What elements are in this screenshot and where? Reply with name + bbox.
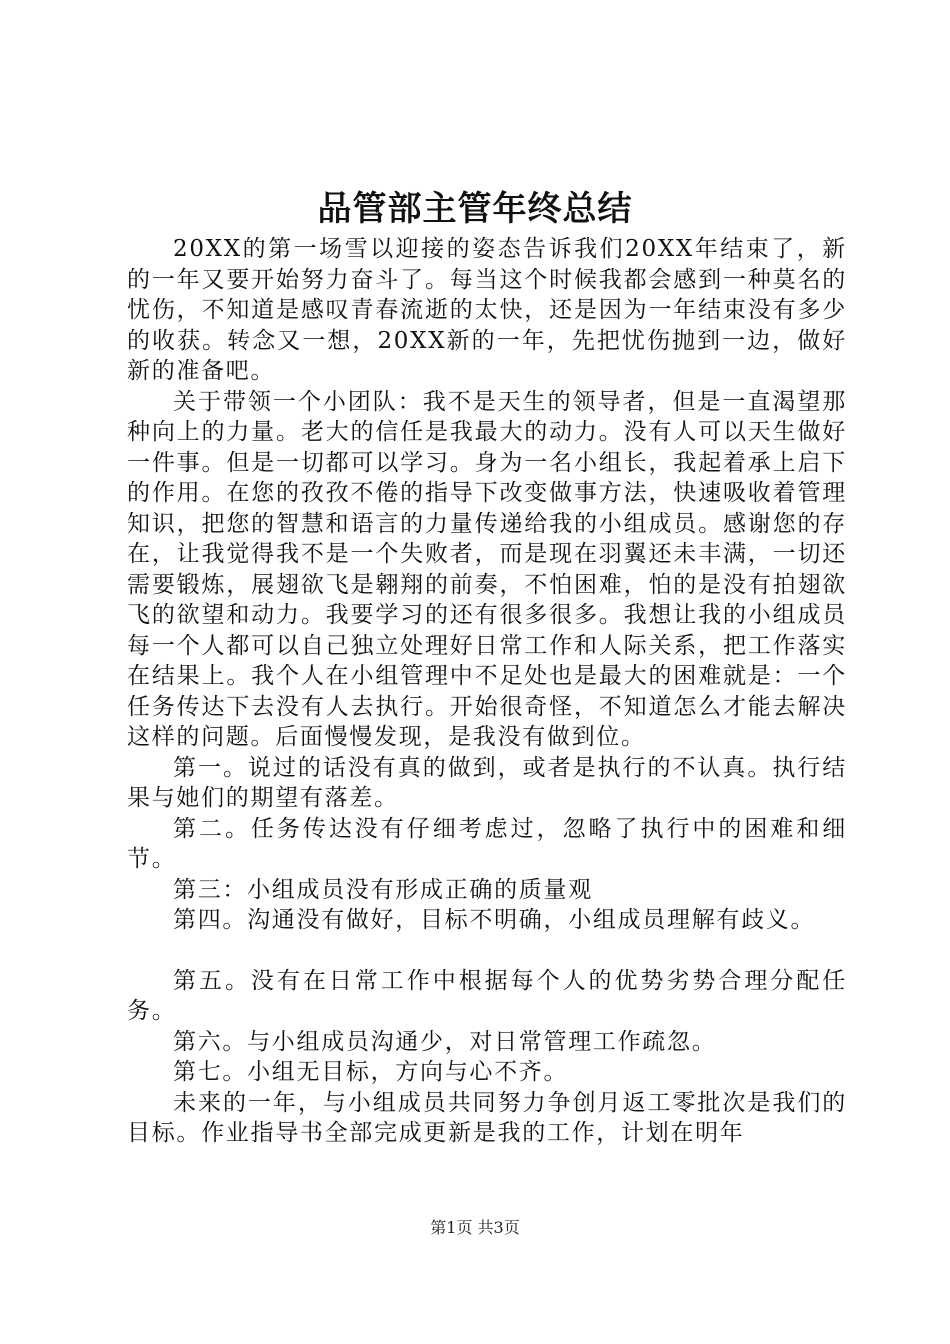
paragraph-point-4: 第四。沟通没有做好，目标不明确，小组成员理解有歧义。: [173, 907, 816, 933]
paragraph-point-6: 第六。与小组成员沟通少，对日常管理工作疏忽。: [173, 1028, 717, 1055]
paragraph-point-3: 第三：小组成员没有形成正确的质量观: [173, 876, 593, 903]
document-body: [127, 234, 847, 1149]
page-footer: 第1页 共3页: [430, 1218, 520, 1237]
document-title: 品管部主管年终总结: [317, 189, 633, 229]
paragraph-intro: 20XX的第一场雪以迎接的姿态告诉我们20XX年结束了，新的一年又要开始努力奋斗了。每当这个时候我都会感到一种莫名的忧伤，不知道是感叹青春流逝的太快，还是因为一年结束没有多少的收获。转念又一想，20XX新的一年，先把忧伤抛到一边，做好新的准备吧。: [127, 236, 847, 384]
paragraph-point-5: 第五。没有在日常工作中根据每个人的优势劣势合理分配任务。: [127, 967, 847, 1024]
paragraph-point-1: 第一。说过的话没有真的做到，或者是执行的不认真。执行结果与她们的期望有落差。: [127, 754, 847, 811]
paragraph-team-leadership: 关于带领一个小团队：我不是天生的领导者，但是一直渴望那种向上的力量。老大的信任是我最大的动力。没有人可以天生做好一件事。但是一切都可以学习。身为一名小组长，我起着承上启下的作用。在您的孜孜不倦的指导下改变做事方法，快速吸收着管理知识，把您的智慧和语言的力量传递给我的小组成员。感谢您的存在，让我觉得我不是一个失败者，而是现在羽翼还未丰满，一切还需要锻炼，展翅欲飞是翱翔的前奏，不怕困难，怕的是没有拍翅欲飞的欲望和动力。我要学习的还有很多很多。我想让我的小组成员每一个人都可以自己独立处理好日常工作和人际关系，把工作落实在结果上。我个人在小组管理中不足处也是最大的困难就是：一个任务传达下去没有人去执行。开始很奇怪，不知道怎么才能去解决这样的问题。后面慢慢发现，是我没有做到位。: [127, 388, 847, 750]
paragraph-point-7: 第七。小组无目标，方向与心不齐。: [173, 1059, 569, 1085]
paragraph-future-plan: 未来的一年，与小组成员共同努力争创月返工零批次是我们的目标。作业指导书全部完成更新是我的工作，计划在明年: [127, 1089, 847, 1146]
paragraph-point-2: 第二。任务传达没有仔细考虑过，忽略了执行中的困难和细节。: [127, 815, 847, 872]
